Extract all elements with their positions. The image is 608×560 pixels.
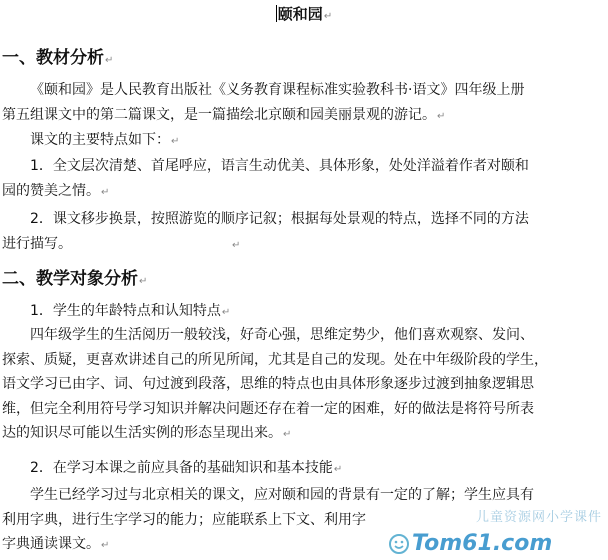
paragraph-mark-icon: ↵ (283, 429, 292, 440)
text-line-content: 课文的主要特点如下： (30, 132, 170, 148)
paragraph-mark-icon: ↵ (171, 136, 180, 147)
text-line-content: 2．在学习本课之前应具备的基础知识和基本技能 (30, 460, 333, 476)
text-line (2, 179, 602, 204)
text-line: 利用字典，进行生字学习的能力；应能联系上下文、利用字 (2, 511, 366, 528)
paragraph-mark-icon: ↵ (437, 110, 446, 122)
text-line (2, 421, 602, 446)
text-line: 四年级学生的生活阅历一般较浅，好奇心强，思维定势少，他们喜欢观察、发问、 (30, 327, 534, 343)
text-line (2, 299, 602, 324)
text-line (2, 128, 602, 153)
paragraph-feature-1 (2, 154, 602, 203)
section-heading-2-text: 二、教学对象分析 (2, 269, 138, 289)
paragraph-mark-icon: ↵ (105, 55, 114, 66)
paragraph-mark-icon: ↵ (323, 11, 333, 22)
paragraph-mark-icon: ↵ (221, 307, 231, 318)
paragraph-mark-icon: ↵ (333, 464, 343, 475)
text-line (2, 232, 602, 257)
paragraph-intro (2, 78, 602, 127)
paragraph-feature-2 (2, 207, 602, 256)
paragraph-mark-icon: ↵ (139, 276, 148, 287)
section-heading-1 (2, 47, 113, 72)
text-line-content: 第五组课文中的第二篇课文，是一篇描绘北京颐和园美丽景观的游记。 (2, 106, 436, 123)
paragraph-features-intro (2, 128, 602, 153)
watermark-logo-text: Tom61.com (412, 531, 553, 556)
paragraph-subheading-1 (2, 299, 602, 324)
paragraph-mark-icon: ↵ (232, 239, 241, 251)
smiley-icon (388, 533, 410, 555)
text-line-content: 进行描写。 (2, 235, 72, 252)
paragraph-mark-icon: ↵ (101, 540, 110, 551)
text-line-content: 1．学生的年龄特点和认知特点 (30, 303, 221, 319)
text-line-content: 达的知识尽可能以生活实例的形态呈现出来。 (2, 425, 282, 441)
text-line (2, 456, 602, 481)
document-title (0, 4, 608, 27)
text-line: 2．课文移步换景，按照游览的顺序记叙；根据每处景观的特点，选择不同的方法 (30, 211, 529, 227)
site-watermark (388, 506, 602, 556)
text-line: 1．全文层次清楚、首尾呼应，语言生动优美、具体形象，处处洋溢着作者对颐和 (30, 158, 529, 174)
text-line: 维，但完全利用符号学习知识并解决问题还存在着一定的困难，好的做法是将符号所表 (2, 400, 534, 417)
text-line: 《颐和园》是人民教育出版社《义务教育课程标准实验教科书·语文》四年级上册 (30, 82, 525, 98)
text-line: 探索、质疑，更喜欢讲述自己的所见所闻，尤其是自己的发现。处在中年级阶段的学生， (2, 351, 548, 368)
text-line (2, 103, 602, 128)
text-line: 学生已经学习过与北京相关的课文，应对颐和园的背景有一定的了解；学生应具有 (30, 487, 534, 503)
paragraph-subheading-2 (2, 456, 602, 481)
section-heading-1-text: 一、教材分析 (2, 48, 104, 68)
watermark-logo (388, 531, 552, 556)
paragraph-student-traits (2, 323, 602, 446)
text-line-content: 字典通读课文。 (2, 536, 100, 552)
text-line-content: 园的赞美之情。 (2, 182, 100, 199)
text-line: 语文学习已由字、词、句过渡到段落，思维的特点也由具体形象逐步过渡到抽象逻辑思 (2, 376, 534, 392)
text-cursor (276, 5, 277, 22)
watermark-caption: 儿童资源网小学课件 (475, 510, 602, 525)
paragraph-mark-icon: ↵ (101, 186, 110, 198)
title-text: 颐和园 (277, 5, 323, 23)
section-heading-2 (2, 268, 147, 293)
